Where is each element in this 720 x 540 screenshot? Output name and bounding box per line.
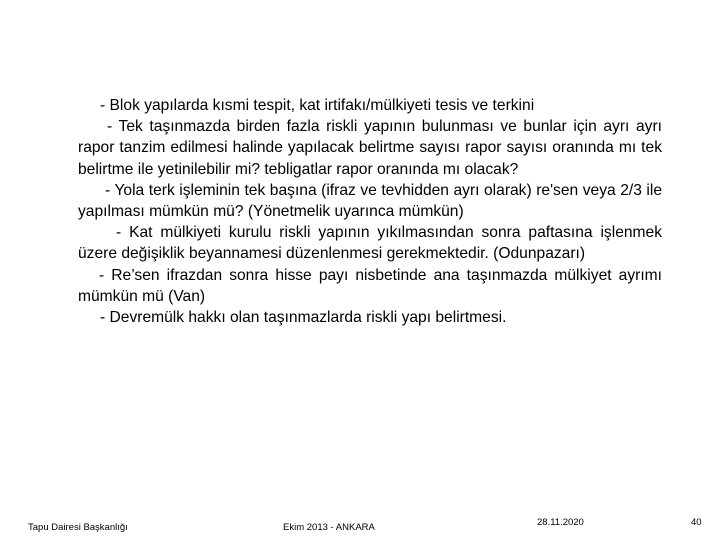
footer-organization: Tapu Dairesi Başkanlığı <box>28 522 128 533</box>
footer-event: Ekim 2013 - ANKARA <box>283 522 375 533</box>
paragraph-kat-mulkiyeti: - Kat mülkiyeti kurulu riskli yapının yıkılmasından sonra paftasına işlenmek üzere değişiklik beyannamesi düzenlenmesi gerekmektedir. (Odunpazarı) <box>78 224 662 263</box>
slide-body <box>78 95 662 328</box>
paragraph-devremulk: - Devremülk hakkı olan taşınmazlarda riskli yapı belirtmesi. <box>100 309 507 327</box>
page-number: 40 <box>691 517 702 528</box>
paragraph-blok: - Blok yapılarda kısmi tespit, kat irtifakı/mülkiyeti tesis ve terkini <box>100 97 535 114</box>
footer-date: 28.11.2020 <box>537 517 584 528</box>
paragraph-yola-terk: - Yola terk işleminin tek başına (ifraz ve tevhidden ayrı olarak) re'sen veya 2/3 ile yapılması mümkün mü? (Yönetmelik uyarınca mümkün) <box>78 181 662 221</box>
paragraph-tek-tasinmaz: - Tek taşınmazda birden fazla riskli yapının bulunması ve bunlar için ayrı ayrı rapor tanzim edilmesi halinde yapılacak belirtme sayısı rapor sayısı oranında mı tek belirtme ile yetinilebilir mi? tebligatlar rapor oranında mı olacak? <box>78 118 662 178</box>
paragraph-resen-ifraz: - Re’sen ifrazdan sonra hisse payı nisbetinde ana taşınmazda mülkiyet ayrımı mümkün mü (Van) <box>78 266 662 305</box>
